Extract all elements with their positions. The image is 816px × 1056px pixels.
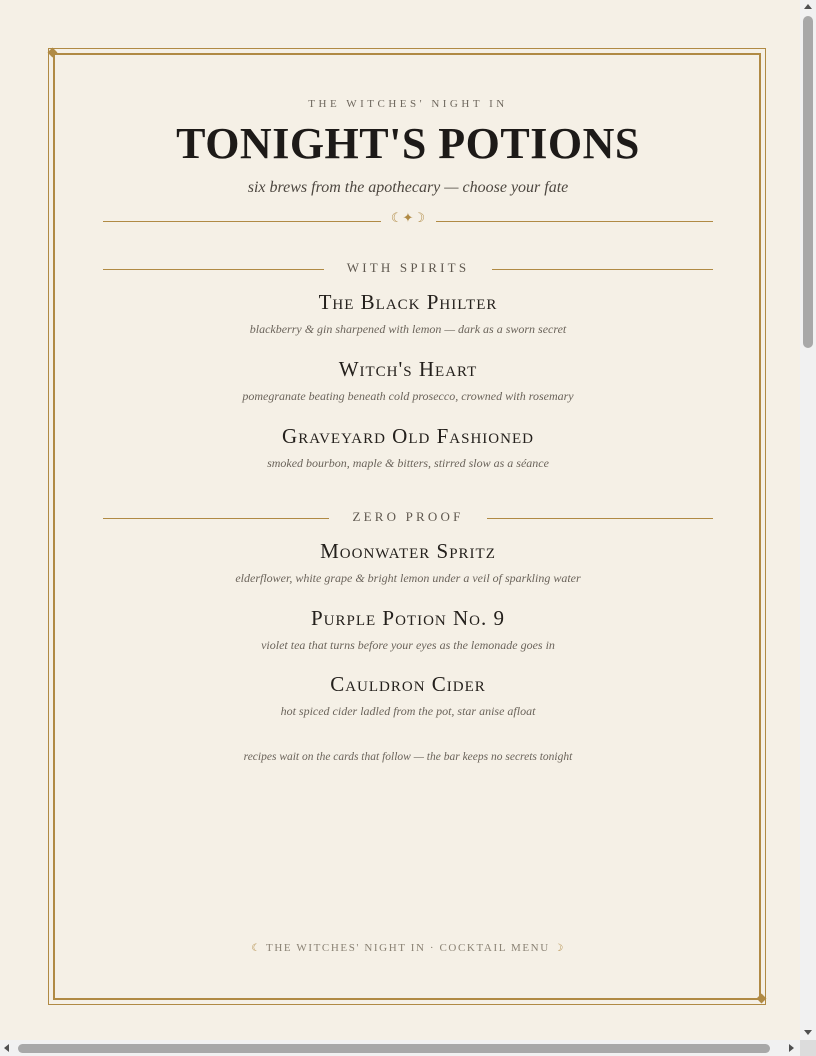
vertical-scrollbar-thumb[interactable] <box>803 16 813 348</box>
section-divider-right <box>487 518 713 519</box>
section-title-zero-proof: ZERO PROOF <box>352 509 464 524</box>
menu-title: TONIGHT'S POTIONS <box>176 119 640 168</box>
footer-text: THE WITCHES' NIGHT IN · COCKTAIL MENU <box>266 942 550 954</box>
header-divider-left <box>103 221 381 222</box>
drink-name: Moonwater Spritz <box>320 539 496 563</box>
header-divider-right <box>436 221 713 222</box>
crescent-moon-icon: ☽ <box>554 943 565 954</box>
drink-name: Witch's Heart <box>338 357 478 381</box>
drink-description: smoked bourbon, maple & bitters, stirred slow as a séance <box>267 456 549 470</box>
drink-description: hot spiced cider ladled from the pot, star anise afloat <box>280 704 536 718</box>
moon-star-ornament-icon: ☾✦☽ <box>390 211 426 226</box>
scroll-down-arrow-icon[interactable] <box>804 1030 812 1035</box>
drink-description: violet tea that turns before your eyes as the lemonade goes in <box>261 638 555 652</box>
menu-footer <box>0 942 816 954</box>
drink-name: Cauldron Cider <box>330 672 486 696</box>
drink-description: blackberry & gin sharpened with lemon — dark as a sworn secret <box>249 322 567 336</box>
menu-subtitle: six brews from the apothecary — choose your fate <box>247 179 569 196</box>
scroll-left-arrow-icon[interactable] <box>4 1044 9 1052</box>
drink-description: pomegranate beating beneath cold prosecco, crowned with rosemary <box>242 389 574 403</box>
scroll-right-arrow-icon[interactable] <box>789 1044 794 1052</box>
scrollbar-corner <box>800 1040 816 1056</box>
recipes-note: recipes wait on the cards that follow — the bar keeps no secrets tonight <box>243 751 573 763</box>
drink-name: Purple Potion No. 9 <box>310 606 506 630</box>
drink-name: Graveyard Old Fashioned <box>282 424 534 448</box>
scroll-up-arrow-icon[interactable] <box>804 4 812 9</box>
horizontal-scrollbar-thumb[interactable] <box>18 1044 770 1053</box>
section-title-with-spirits: WITH SPIRITS <box>346 260 470 275</box>
section-divider-right <box>492 269 713 270</box>
crescent-moon-icon: ☾ <box>251 943 262 954</box>
drink-description: elderflower, white grape & bright lemon under a veil of sparkling water <box>235 571 581 585</box>
menu-overline: THE WITCHES' NIGHT IN <box>308 98 508 110</box>
drink-name: The Black Philter <box>318 290 498 314</box>
